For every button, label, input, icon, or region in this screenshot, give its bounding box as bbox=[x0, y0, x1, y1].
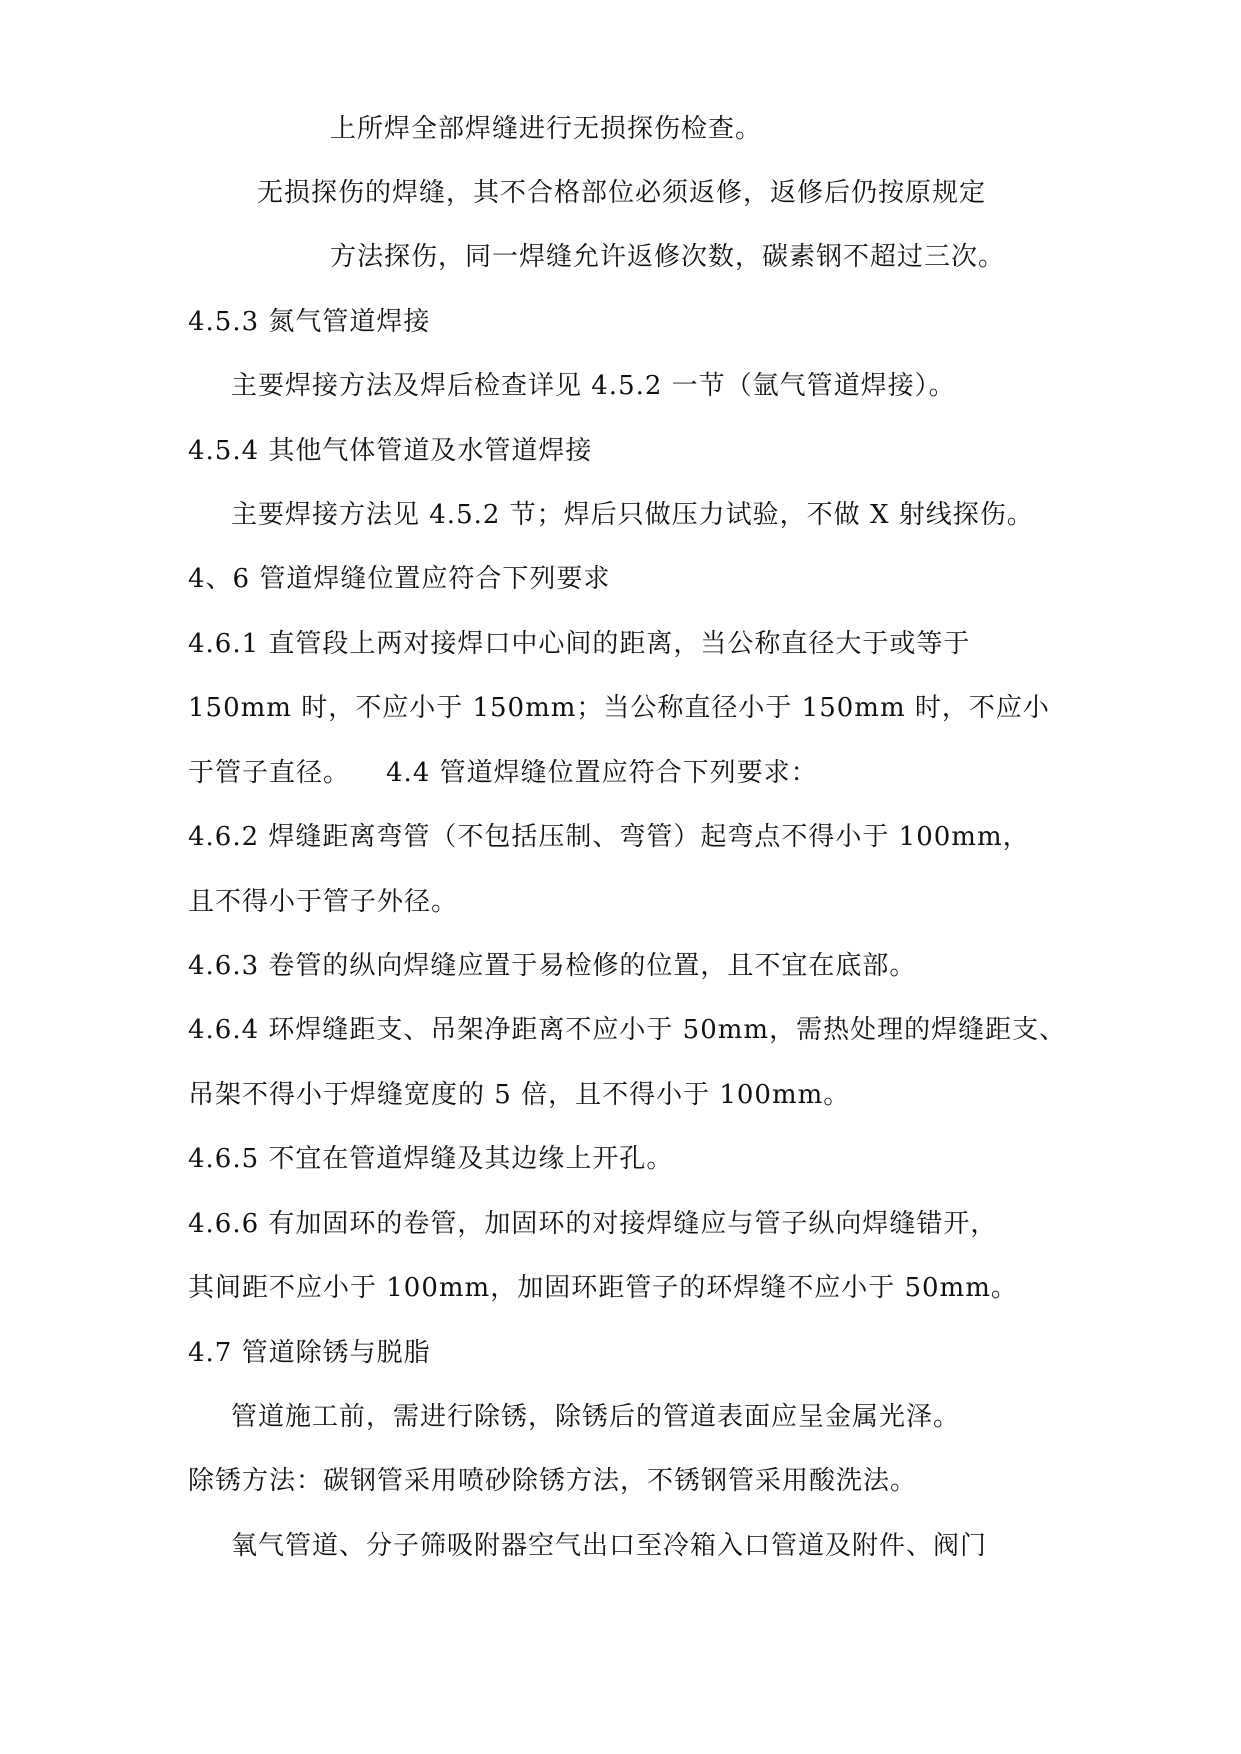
section-heading: 4、6 管道焊缝位置应符合下列要求 bbox=[188, 564, 611, 594]
text-line bbox=[188, 756, 818, 790]
text-fragment: 4.4 管道焊缝位置应符合下列要求： bbox=[386, 758, 818, 788]
section-heading: 4.5.4 其他气体管道及水管道焊接 bbox=[188, 436, 593, 466]
text-line: 上所焊全部焊缝进行无损探伤检查。 bbox=[330, 114, 763, 144]
section-heading: 4.7 管道除锈与脱脂 bbox=[188, 1338, 431, 1368]
text-line: 方法探伤，同一焊缝允许返修次数，碳素钢不超过三次。 bbox=[330, 242, 1006, 272]
section-heading: 4.5.3 氮气管道焊接 bbox=[188, 307, 431, 337]
text-line: 氧气管道、分子筛吸附器空气出口至冷箱入口管道及附件、阀门 bbox=[231, 1531, 988, 1561]
text-line: 且不得小于管子外径。 bbox=[188, 887, 459, 917]
text-line: 主要焊接方法及焊后检查详见 4.5.2 一节（氩气管道焊接）。 bbox=[231, 371, 956, 401]
text-line: 4.6.3 卷管的纵向焊缝应置于易检修的位置，且不宜在底部。 bbox=[188, 951, 917, 981]
text-line: 4.6.6 有加固环的卷管，加固环的对接焊缝应与管子纵向焊缝错开， bbox=[188, 1209, 998, 1239]
text-line: 其间距不应小于 100mm，加固环距管子的环焊缝不应小于 50mm。 bbox=[188, 1273, 1018, 1303]
text-line: 除锈方法：碳钢管采用喷砂除锈方法，不锈钢管采用酸洗法。 bbox=[188, 1466, 918, 1496]
text-line: 4.6.5 不宜在管道焊缝及其边缘上开孔。 bbox=[188, 1144, 674, 1174]
text-line: 4.6.4 环焊缝距支、吊架净距离不应小于 50mm，需热处理的焊缝距支、 bbox=[188, 1015, 1067, 1045]
text-line: 吊架不得小于焊缝宽度的 5 倍，且不得小于 100mm。 bbox=[188, 1080, 851, 1110]
text-line: 主要焊接方法见 4.5.2 节；焊后只做压力试验，不做 X 射线探伤。 bbox=[231, 500, 1034, 530]
text-line: 无损探伤的焊缝，其不合格部位必须返修，返修后仍按原规定 bbox=[257, 178, 987, 208]
text-line: 管道施工前，需进行除锈，除锈后的管道表面应呈金属光泽。 bbox=[231, 1402, 961, 1432]
text-line: 4.6.2 焊缝距离弯管（不包括压制、弯管）起弯点不得小于 100mm， bbox=[188, 822, 1030, 852]
text-line: 150mm 时，不应小于 150mm；当公称直径小于 150mm 时，不应小 bbox=[188, 693, 1050, 723]
text-line: 4.6.1 直管段上两对接焊口中心间的距离，当公称直径大于或等于 bbox=[188, 629, 971, 659]
text-fragment: 于管子直径。 bbox=[188, 758, 351, 788]
